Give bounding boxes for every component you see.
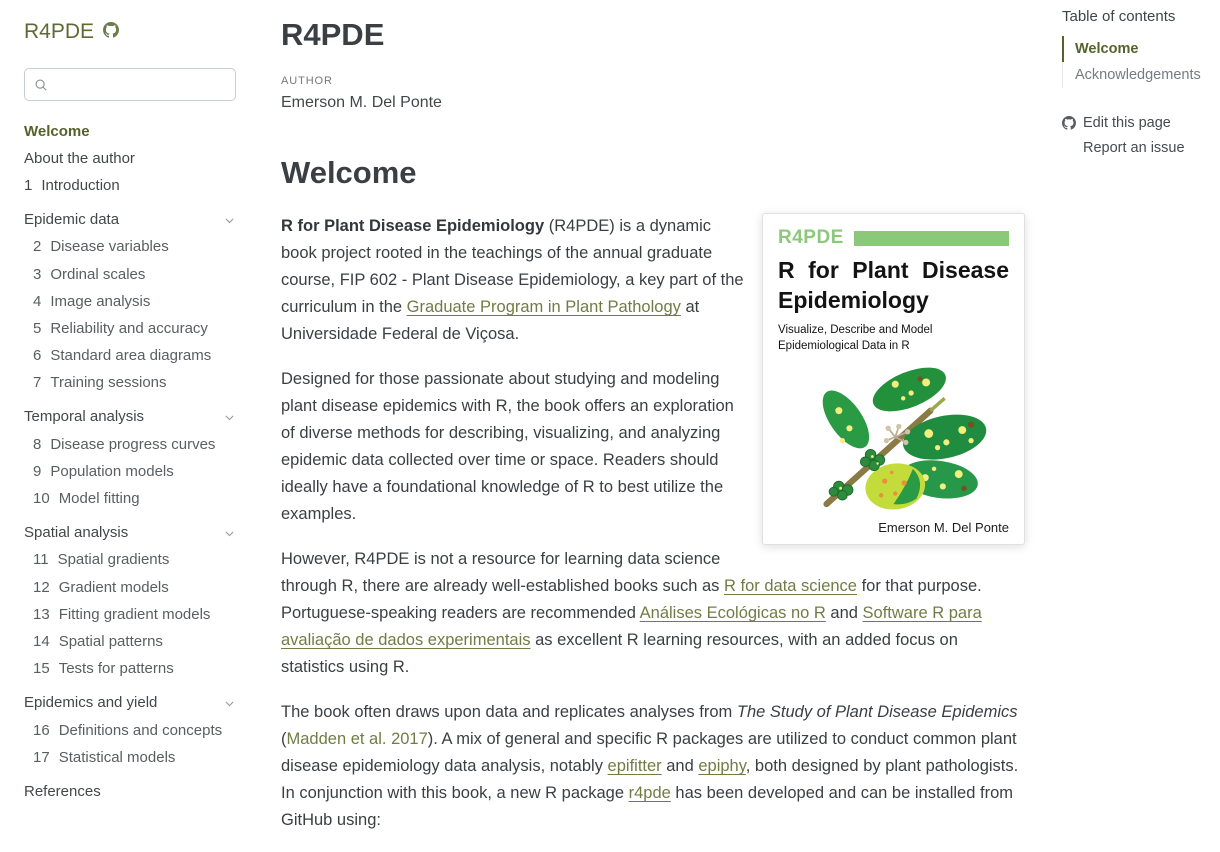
author-label: AUTHOR (281, 75, 333, 88)
toc-list (1062, 36, 1220, 88)
chapter-number: 3 (33, 265, 42, 283)
sidebar-item-welcome[interactable] (24, 118, 236, 145)
text-run: Designed for those passionate about studying and modeling plant disease epidemics with R, the book offers an exploration of diverse methods for describing, visualizing, and analyzing epidemic data collected over time or space. Readers should ideally have a foundational knowledge of R to best utilize the examples. (281, 370, 734, 524)
inline-link-r4pde[interactable]: r4pde (628, 784, 671, 803)
toc-action-label: Edit this page (1083, 114, 1171, 131)
inline-link-epifitter[interactable]: epifitter (607, 757, 662, 776)
text-run: and (825, 604, 863, 623)
sidebar-item-label: About the author (24, 149, 135, 167)
cover-title-word: for (808, 257, 839, 284)
text-run: , both designed by plant pathologists. In conjunction with this book, a new R package (281, 757, 1019, 803)
chapter-number: 7 (33, 374, 42, 392)
paragraph-3 (281, 546, 1025, 681)
sidebar-item-label: Introduction (41, 176, 120, 194)
chapter-number: 4 (33, 292, 42, 310)
main-content (281, 0, 1025, 852)
text-run: as excellent R learning resources, with an added focus on statistics using R. (281, 631, 958, 677)
text-run: ). A mix of general and specific R packages are utilized to conduct common plant disease epidemiology data analysis, notably (281, 730, 1017, 776)
sidebar-item-references[interactable] (24, 778, 236, 805)
cover-subtitle-line1: Visualize, Describe and Model (778, 324, 933, 337)
sidebar (0, 0, 260, 852)
sidebar-item-label: Standard area diagrams (50, 347, 212, 365)
inline-link-r-for-data-science[interactable]: R for data science (724, 577, 857, 596)
article-body (281, 213, 1025, 834)
chapter-number: 9 (33, 462, 42, 480)
cover-header (778, 227, 1009, 249)
cover-title-line1 (778, 256, 1009, 285)
book-title: R4PDE (281, 17, 385, 52)
sidebar-item-label: Epidemic data (24, 211, 120, 229)
text-run: (R4PDE) is a dynamic book project rooted in the teachings of the annual graduate course, FIP 602 - Plant Disease Epidemiology, a key part of the curriculum in the (281, 217, 744, 317)
chapter-number: 1 (24, 176, 33, 194)
sidebar-item-reliability-and-accuracy[interactable] (24, 315, 236, 342)
text-run: for that purpose. Portuguese-speaking readers are recommended (281, 577, 982, 623)
toc-action-report-an-issue[interactable] (1062, 135, 1220, 160)
toc-item-welcome[interactable]: Welcome (1062, 36, 1220, 62)
author-name: Emerson M. Del Ponte (281, 94, 442, 112)
sidebar-item-disease-progress-curves[interactable] (24, 431, 236, 458)
sidebar-item-tests-for-patterns[interactable] (24, 656, 236, 683)
sidebar-item-epidemics-and-yield[interactable] (24, 690, 236, 717)
chevron-down-icon (223, 527, 236, 540)
inline-link-epiphy[interactable]: epiphy (698, 757, 746, 776)
chapter-number: 14 (33, 632, 50, 650)
sidebar-item-ordinal-scales[interactable] (24, 261, 236, 288)
book-cover-illustration (778, 356, 1009, 520)
sidebar-item-fitting-gradient-models[interactable] (24, 601, 236, 628)
sidebar-item-label: Disease progress curves (50, 435, 216, 453)
text-run: However, R4PDE is not a resource for learning data science through R, there are already well-established books such as (281, 550, 724, 596)
sidebar-item-label: References (24, 782, 101, 800)
sidebar-item-statistical-models[interactable] (24, 744, 236, 771)
sidebar-item-standard-area-diagrams[interactable] (24, 343, 236, 370)
sidebar-item-temporal-analysis[interactable] (24, 404, 236, 431)
cover-title-word: R (778, 257, 795, 284)
chevron-down-icon (223, 411, 236, 424)
sidebar-item-spatial-gradients[interactable] (24, 547, 236, 574)
chapter-number: 10 (33, 490, 50, 508)
cover-brand: R4PDE (778, 227, 844, 249)
toc (1062, 0, 1220, 852)
sidebar-item-disease-variables[interactable] (24, 234, 236, 261)
sidebar-item-label: Disease variables (50, 238, 169, 256)
sidebar-item-label: Spatial gradients (57, 551, 170, 569)
cover-author: Emerson M. Del Ponte (878, 520, 1009, 536)
sidebar-item-label: Model fitting (58, 490, 140, 508)
sidebar-item-gradient-models[interactable] (24, 574, 236, 601)
text-run: The book often draws upon data and replicates analyses from (281, 703, 737, 722)
sidebar-item-about-the-author[interactable] (24, 145, 236, 172)
cover-subtitle-line2: Epidemiological Data in R (778, 340, 910, 353)
sidebar-item-label: Gradient models (58, 578, 169, 596)
sidebar-item-spatial-patterns[interactable] (24, 628, 236, 655)
sidebar-header (24, 20, 236, 44)
chapter-number: 11 (33, 551, 49, 569)
sidebar-item-definitions-and-concepts[interactable] (24, 717, 236, 744)
search-icon (34, 78, 48, 92)
sidebar-item-label: Image analysis (50, 292, 151, 310)
toc-title: Table of contents (1062, 8, 1176, 25)
text-run: R for Plant Disease Epidemiology (281, 217, 545, 236)
chevron-down-icon (223, 697, 236, 710)
sidebar-item-label: Reliability and accuracy (50, 319, 208, 337)
text-run: at Universidade Federal de Viçosa. (281, 298, 700, 344)
sidebar-item-label: Spatial analysis (24, 524, 129, 542)
sidebar-item-label: Ordinal scales (50, 265, 146, 283)
search-input[interactable] (54, 76, 226, 94)
sidebar-item-population-models[interactable] (24, 458, 236, 485)
book-cover (762, 213, 1025, 545)
sidebar-item-label: Temporal analysis (24, 408, 145, 426)
toc-action-label: Report an issue (1083, 139, 1185, 156)
cover-title-line2: Epidemiology (778, 286, 929, 313)
cover-green-bar (854, 231, 1009, 246)
chapter-number: 16 (33, 721, 50, 739)
sidebar-item-spatial-analysis[interactable] (24, 520, 236, 547)
inline-link-graduate-program-in-plant-pathology[interactable]: Graduate Program in Plant Pathology (406, 298, 681, 317)
section-heading: Welcome (281, 155, 417, 191)
cover-subtitle (778, 322, 1009, 354)
citation-link-madden-et-al-2017[interactable]: Madden et al. 2017 (286, 730, 428, 749)
cover-title-word: Plant (852, 257, 909, 284)
cover-title-word: Disease (922, 257, 1009, 284)
sidebar-item-label: Definitions and concepts (58, 721, 223, 739)
chapter-number: 17 (33, 748, 50, 766)
sidebar-item-label: Tests for patterns (58, 660, 174, 678)
inline-link-an-lises-ecol-gicas-no-r[interactable]: Análises Ecológicas no R (639, 604, 826, 623)
sidebar-item-label: Population models (50, 462, 174, 480)
chapter-number: 6 (33, 347, 42, 365)
sidebar-item-image-analysis[interactable] (24, 288, 236, 315)
text-run: ( (281, 730, 287, 749)
sidebar-item-introduction[interactable] (24, 172, 236, 199)
text-run: has been developed and can be installed from GitHub using: (281, 784, 1013, 830)
paragraph-4 (281, 699, 1025, 834)
toc-actions (1062, 110, 1220, 160)
sidebar-item-training-sessions[interactable] (24, 370, 236, 397)
chapter-number: 13 (33, 605, 50, 623)
github-icon[interactable] (103, 26, 119, 38)
sidebar-item-epidemic-data[interactable] (24, 207, 236, 234)
text-run: The Study of Plant Disease Epidemics (736, 703, 1018, 722)
chevron-down-icon (223, 214, 236, 227)
toc-item-acknowledgements[interactable]: Acknowledgements (1062, 62, 1220, 88)
sidebar-nav (24, 118, 236, 806)
chapter-number: 12 (33, 578, 50, 596)
site-logo[interactable]: R4PDE (24, 20, 95, 43)
chapter-number: 15 (33, 660, 50, 678)
chapter-number: 5 (33, 319, 42, 337)
toc-action-edit-this-page[interactable] (1062, 110, 1220, 135)
sidebar-item-label: Training sessions (50, 374, 167, 392)
inline-link-software-r-para-avalia-o-de-dados-experimentais[interactable]: Software R para avaliação de dados experimentais (281, 604, 982, 650)
sidebar-item-label: Welcome (24, 122, 90, 140)
sidebar-item-model-fitting[interactable] (24, 485, 236, 512)
chapter-number: 2 (33, 238, 42, 256)
sidebar-item-label: Spatial patterns (58, 632, 163, 650)
chapter-number: 8 (33, 435, 42, 453)
sidebar-item-label: Fitting gradient models (58, 605, 211, 623)
github-icon (1062, 116, 1076, 130)
text-run: and (661, 757, 699, 776)
search-box[interactable] (24, 68, 236, 101)
sidebar-item-label: Epidemics and yield (24, 694, 158, 712)
sidebar-item-label: Statistical models (58, 748, 176, 766)
